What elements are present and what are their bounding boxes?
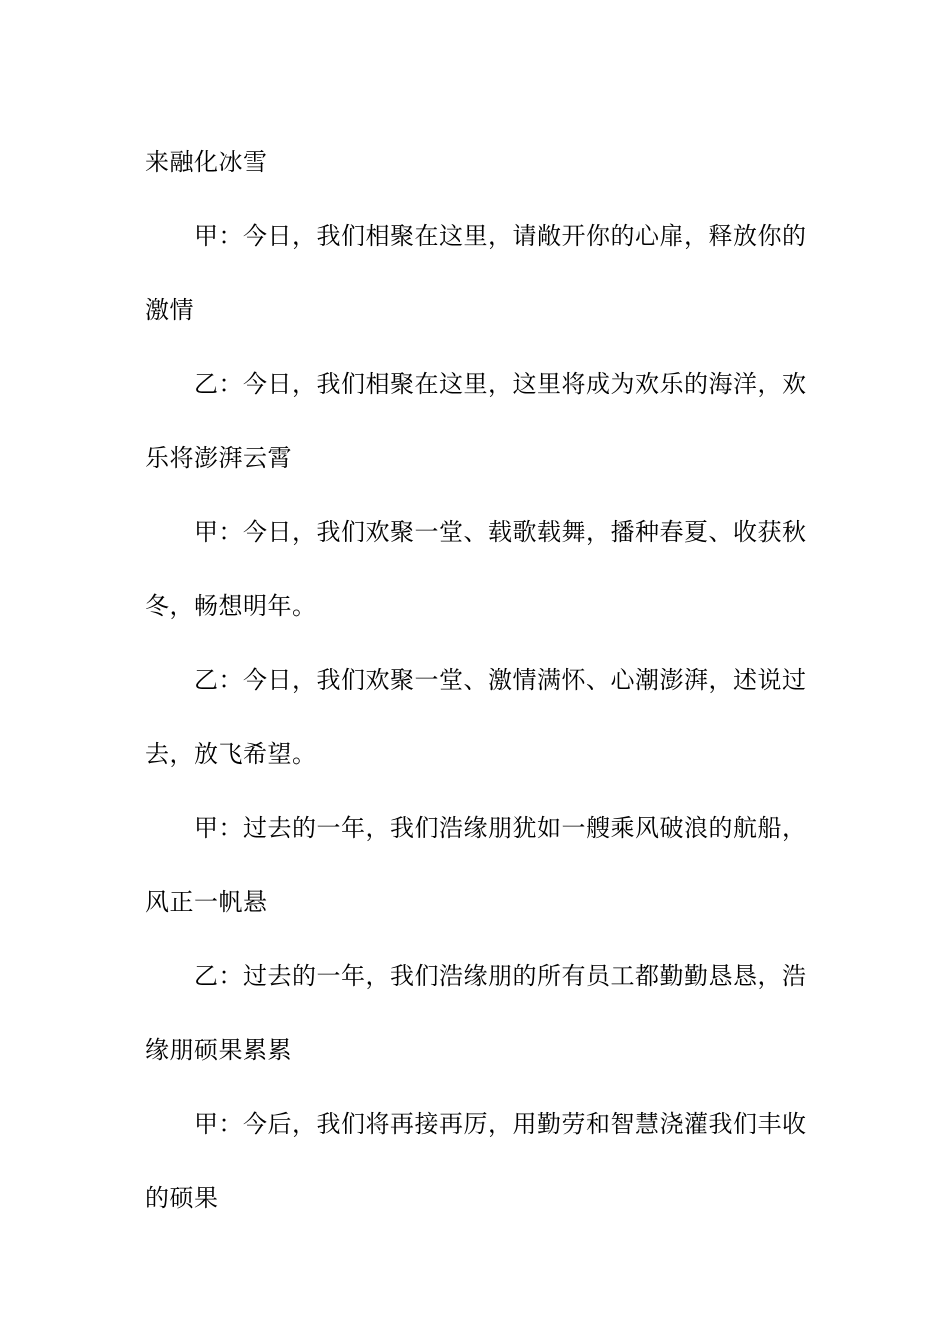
text-line: 甲：今日，我们欢聚一堂、载歌载舞，播种春夏、收获秋 — [194, 518, 807, 546]
text-line: 缘朋硕果累累 — [145, 1036, 292, 1064]
document-body — [145, 125, 810, 1235]
text-line: 乙：今日，我们欢聚一堂、激情满怀、心潮澎湃，述说过 — [194, 666, 807, 694]
text-line: 冬，畅想明年。 — [145, 592, 317, 620]
text-line: 去，放飞希望。 — [145, 740, 317, 768]
text-line: 乐将澎湃云霄 — [145, 444, 292, 472]
text-line: 乙：过去的一年，我们浩缘朋的所有员工都勤勤恳恳，浩 — [194, 962, 807, 990]
text-line: 甲：今后，我们将再接再厉，用勤劳和智慧浇灌我们丰收 — [194, 1110, 807, 1138]
text-line: 来融化冰雪 — [145, 148, 268, 176]
text-line: 激情 — [145, 296, 194, 324]
text-line: 风正一帆悬 — [145, 888, 268, 916]
text-line: 的硕果 — [145, 1184, 219, 1212]
text-line: 乙：今日，我们相聚在这里，这里将成为欢乐的海洋，欢 — [194, 370, 807, 398]
text-line: 甲：今日，我们相聚在这里，请敞开你的心扉，释放你的 — [194, 222, 807, 250]
text-line: 甲：过去的一年，我们浩缘朋犹如一艘乘风破浪的航船， — [194, 814, 807, 842]
